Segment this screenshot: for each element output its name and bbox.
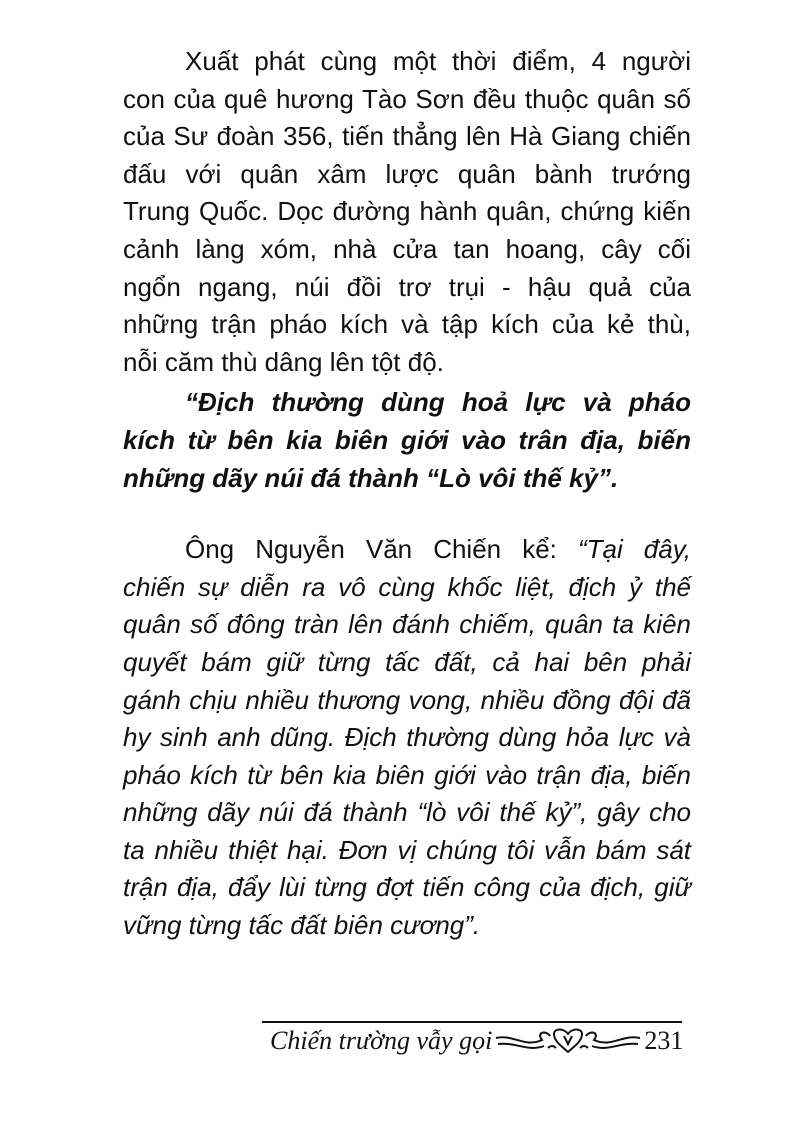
- ornament-icon: [494, 1026, 642, 1056]
- text-line: đấu với quân xâm lược quân bành trướng: [123, 158, 691, 189]
- paragraph-2-quote-heading: [123, 384, 691, 497]
- paragraph-1: [123, 43, 691, 381]
- text-line: ta nhiều thiệt hại. Đơn vị chúng tôi vẫn bám sát: [123, 834, 691, 865]
- quote-start: “Tại đây,: [577, 534, 691, 565]
- page-body: [123, 43, 691, 945]
- text-line: con của quê hương Tào Sơn đều thuộc quân số: [123, 83, 691, 114]
- text-line: ngổn ngang, núi đồi trơ trụi - hậu quả của: [123, 271, 691, 302]
- text-line: hy sinh anh dũng. Địch thường dùng hỏa lực và: [123, 722, 691, 753]
- page-number: 231: [644, 1026, 684, 1055]
- page-footer: [270, 1026, 683, 1056]
- text-line: “Địch thường dùng hoả lực và pháo: [185, 387, 691, 418]
- text-line: trận địa, đẩy lùi từng đợt tiến công của địch, giữ: [123, 872, 691, 903]
- speaker-intro: Ông Nguyễn Văn Chiến kể:: [185, 534, 578, 565]
- text-line: những dãy núi đá thành “lò vôi thế kỷ”, gây cho: [123, 797, 691, 828]
- text-line: kích từ bên kia biên giới vào trân địa, biến: [123, 424, 691, 455]
- text-line: của Sư đoàn 356, tiến thẳng lên Hà Giang chiến: [123, 121, 691, 152]
- text-line: chiến sự diễn ra vô cùng khốc liệt, địch ỷ thế: [123, 571, 691, 602]
- text-line: [123, 531, 691, 569]
- text-line: Xuất phát cùng một thời điểm, 4 người: [185, 46, 691, 76]
- book-title: Chiến trường vẫy gọi: [270, 1026, 493, 1055]
- text-line: quân số đông tràn lên đánh chiếm, quân ta kiên: [123, 609, 691, 640]
- text-line: vững từng tấc đất biên cương”.: [123, 910, 481, 941]
- paragraph-3: [123, 531, 691, 945]
- text-line: những dãy núi đá thành “Lò vôi thế kỷ”.: [123, 462, 619, 493]
- text-line: pháo kích từ bên kia biên giới vào trận địa, biến: [123, 759, 691, 790]
- text-line: cảnh làng xóm, nhà cửa tan hoang, cây cối: [123, 233, 691, 264]
- text-line: gánh chịu nhiều thương vong, nhiều đồng đội đã: [123, 684, 691, 715]
- text-line: những trận pháo kích và tập kích của kẻ thù,: [123, 309, 691, 340]
- text-line: quyết bám giữ từng tấc đất, cả hai bên phải: [123, 646, 691, 677]
- text-line: Trung Quốc. Dọc đường hành quân, chứng kiến: [123, 196, 691, 227]
- footer-rule: [262, 1021, 682, 1023]
- text-line: nỗi căm thù dâng lên tột độ.: [123, 346, 444, 377]
